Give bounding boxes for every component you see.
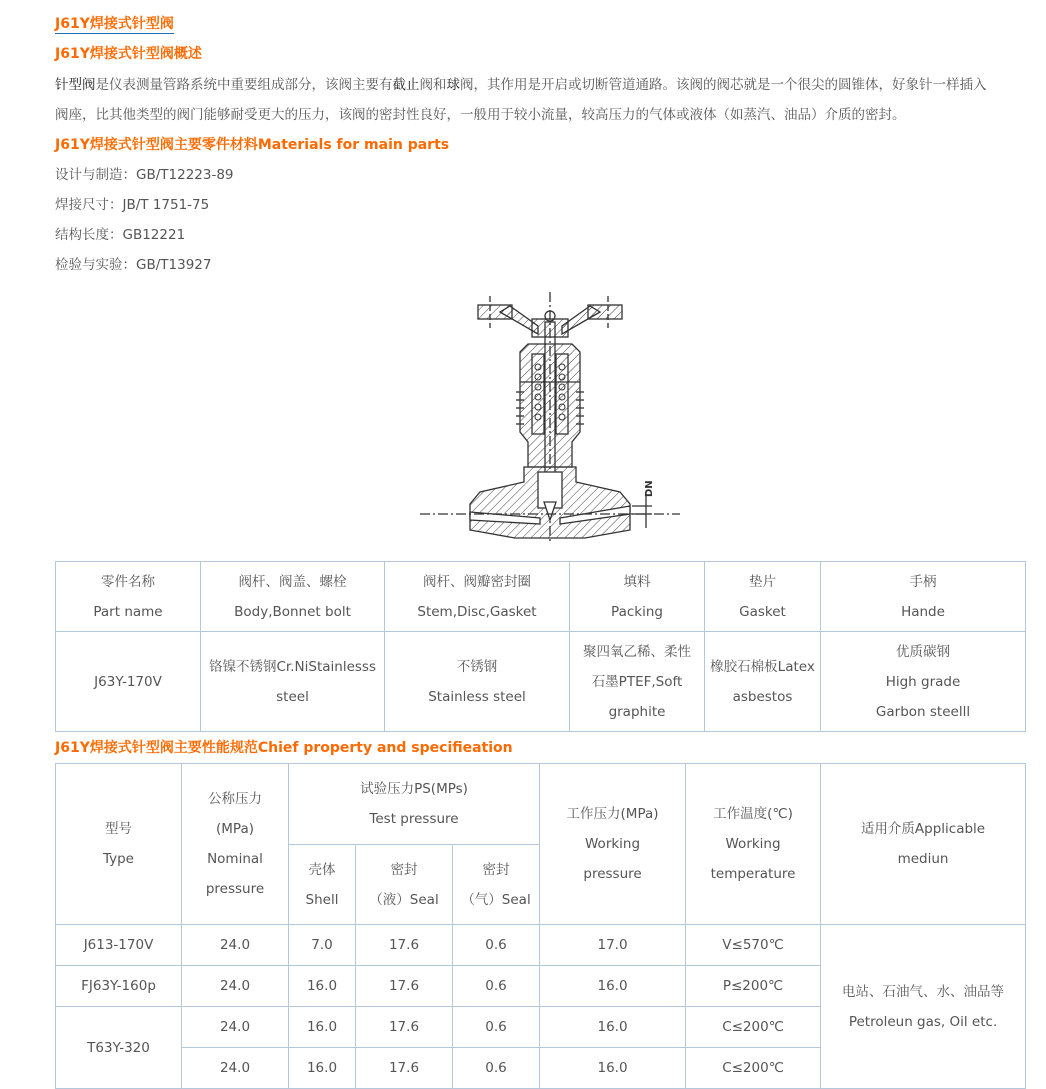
spec-length: 结构长度：GB12221 — [55, 227, 186, 243]
cell-working-pressure: 16.0 — [540, 1048, 686, 1089]
title-link[interactable]: J61Y焊接式针型阀 — [55, 16, 174, 32]
overview-heading: J61Y焊接式针型阀概述 — [55, 46, 202, 62]
header-nominal-pressure: 公称压力 (MPa) Nominal pressure — [182, 764, 289, 925]
header-packing: 填料 Packing — [570, 562, 705, 632]
header-working-temperature: 工作温度(℃) Working temperature — [686, 764, 821, 925]
cell-nominal: 24.0 — [182, 925, 289, 966]
cell-seal-gas: 0.6 — [453, 1007, 540, 1048]
header-stem-disc: 阀杆、阀瓣密封圈 Stem,Disc,Gasket — [385, 562, 570, 632]
cell-working-pressure: 16.0 — [540, 966, 686, 1007]
spec-design: 设计与制造：GB/T12223-89 — [55, 167, 234, 183]
cell-type: T63Y-320 — [56, 1007, 182, 1089]
parts-header-row — [56, 562, 1026, 632]
parts-data-row — [56, 632, 1026, 732]
cell-gasket-material: 橡胶石棉板Latex asbestos — [705, 632, 821, 732]
cell-shell: 16.0 — [289, 1007, 356, 1048]
header-shell: 壳体 Shell — [289, 845, 356, 925]
cell-working-pressure: 17.0 — [540, 925, 686, 966]
header-gasket: 垫片 Gasket — [705, 562, 821, 632]
overview-line-2: 阀座，比其他类型的阀门能够耐受更大的压力，该阀的密封性良好，一般用于较小流量，较高压力的气体或液体（如蒸汽、油品）介质的密封。 — [55, 107, 906, 123]
spec-row — [56, 925, 1026, 966]
cell-seal-gas: 0.6 — [453, 966, 540, 1007]
spec-inspection: 检验与实验：GB/T13927 — [55, 257, 212, 273]
text-fragment: 是仪表测量管路系统中重要组成部分，该阀主要有 — [95, 77, 393, 93]
header-handle: 手柄 Hande — [821, 562, 1026, 632]
cell-seal-liquid: 17.6 — [356, 966, 453, 1007]
cell-shell: 16.0 — [289, 1048, 356, 1089]
overview-paragraph — [55, 70, 1030, 130]
text-fragment: 阀，其作用是开启或切断管道通路。该阀的阀芯就是一个很尖的圆锥体，好象针一样插入 — [460, 77, 987, 93]
dn-label: DN — [644, 480, 655, 497]
cell-seal-liquid: 17.6 — [356, 1048, 453, 1089]
header-applicable-medium: 适用介质Applicable mediun — [821, 764, 1026, 925]
header-type: 型号 Type — [56, 764, 182, 925]
header-seal-liquid: 密封 （液）Seal — [356, 845, 453, 925]
cell-seal-liquid: 17.6 — [356, 925, 453, 966]
cell-shell: 16.0 — [289, 966, 356, 1007]
text-fragment: 阀和 — [419, 77, 447, 93]
cell-seal-gas: 0.6 — [453, 1048, 540, 1089]
cell-handle-material: 优质碳钢 High grade Garbon steelll — [821, 632, 1026, 732]
cell-seal-liquid: 17.6 — [356, 1007, 453, 1048]
header-working-pressure: 工作压力(MPa) Working pressure — [540, 764, 686, 925]
cell-model: J63Y-170V — [56, 632, 201, 732]
overview-line-1 — [55, 70, 1030, 100]
cell-nominal: 24.0 — [182, 1007, 289, 1048]
cell-working-pressure: 16.0 — [540, 1007, 686, 1048]
text-fragment: 针型阀 — [55, 77, 96, 93]
header-seal-gas: 密封 （气）Seal — [453, 845, 540, 925]
performance-spec-table — [55, 763, 1026, 1089]
needle-valve-diagram-icon — [420, 292, 680, 548]
cell-working-temp: V≤570℃ — [686, 925, 821, 966]
cell-stem-material: 不锈钢 Stainless steel — [385, 632, 570, 732]
cell-working-temp: P≤200℃ — [686, 966, 821, 1007]
cell-working-temp: C≤200℃ — [686, 1007, 821, 1048]
cell-applicable-medium: 电站、石油气、水、油品等 Petroleun gas, Oil etc. — [821, 925, 1026, 1089]
cell-type: FJ63Y-160p — [56, 966, 182, 1007]
spec-header-row-1 — [56, 764, 1026, 845]
header-body-bonnet: 阀杆、阀盖、螺栓 Body,Bonnet bolt — [201, 562, 385, 632]
spec-heading: J61Y焊接式针型阀主要性能规范Chief property and specifieation — [55, 740, 513, 756]
cell-nominal: 24.0 — [182, 966, 289, 1007]
cell-body-material: 铬镍不锈钢Cr.NiStainlesss steel — [201, 632, 385, 732]
header-part-name: 零件名称 Part name — [56, 562, 201, 632]
cell-type: J613-170V — [56, 925, 182, 966]
text-fragment: 球 — [446, 77, 460, 93]
spec-welding: 焊接尺寸：JB/T 1751-75 — [55, 197, 210, 213]
cell-working-temp: C≤200℃ — [686, 1048, 821, 1089]
header-test-pressure: 试验压力PS(MPs) Test pressure — [289, 764, 540, 845]
cell-seal-gas: 0.6 — [453, 925, 540, 966]
cell-packing-material: 聚四氧乙稀、柔性 石墨PTEF,Soft graphite — [570, 632, 705, 732]
text-fragment: 截止 — [392, 77, 420, 93]
materials-heading: J61Y焊接式针型阀主要零件材料Materials for main parts — [55, 137, 450, 153]
parts-materials-table — [55, 561, 1026, 732]
cell-shell: 7.0 — [289, 925, 356, 966]
cell-nominal: 24.0 — [182, 1048, 289, 1089]
